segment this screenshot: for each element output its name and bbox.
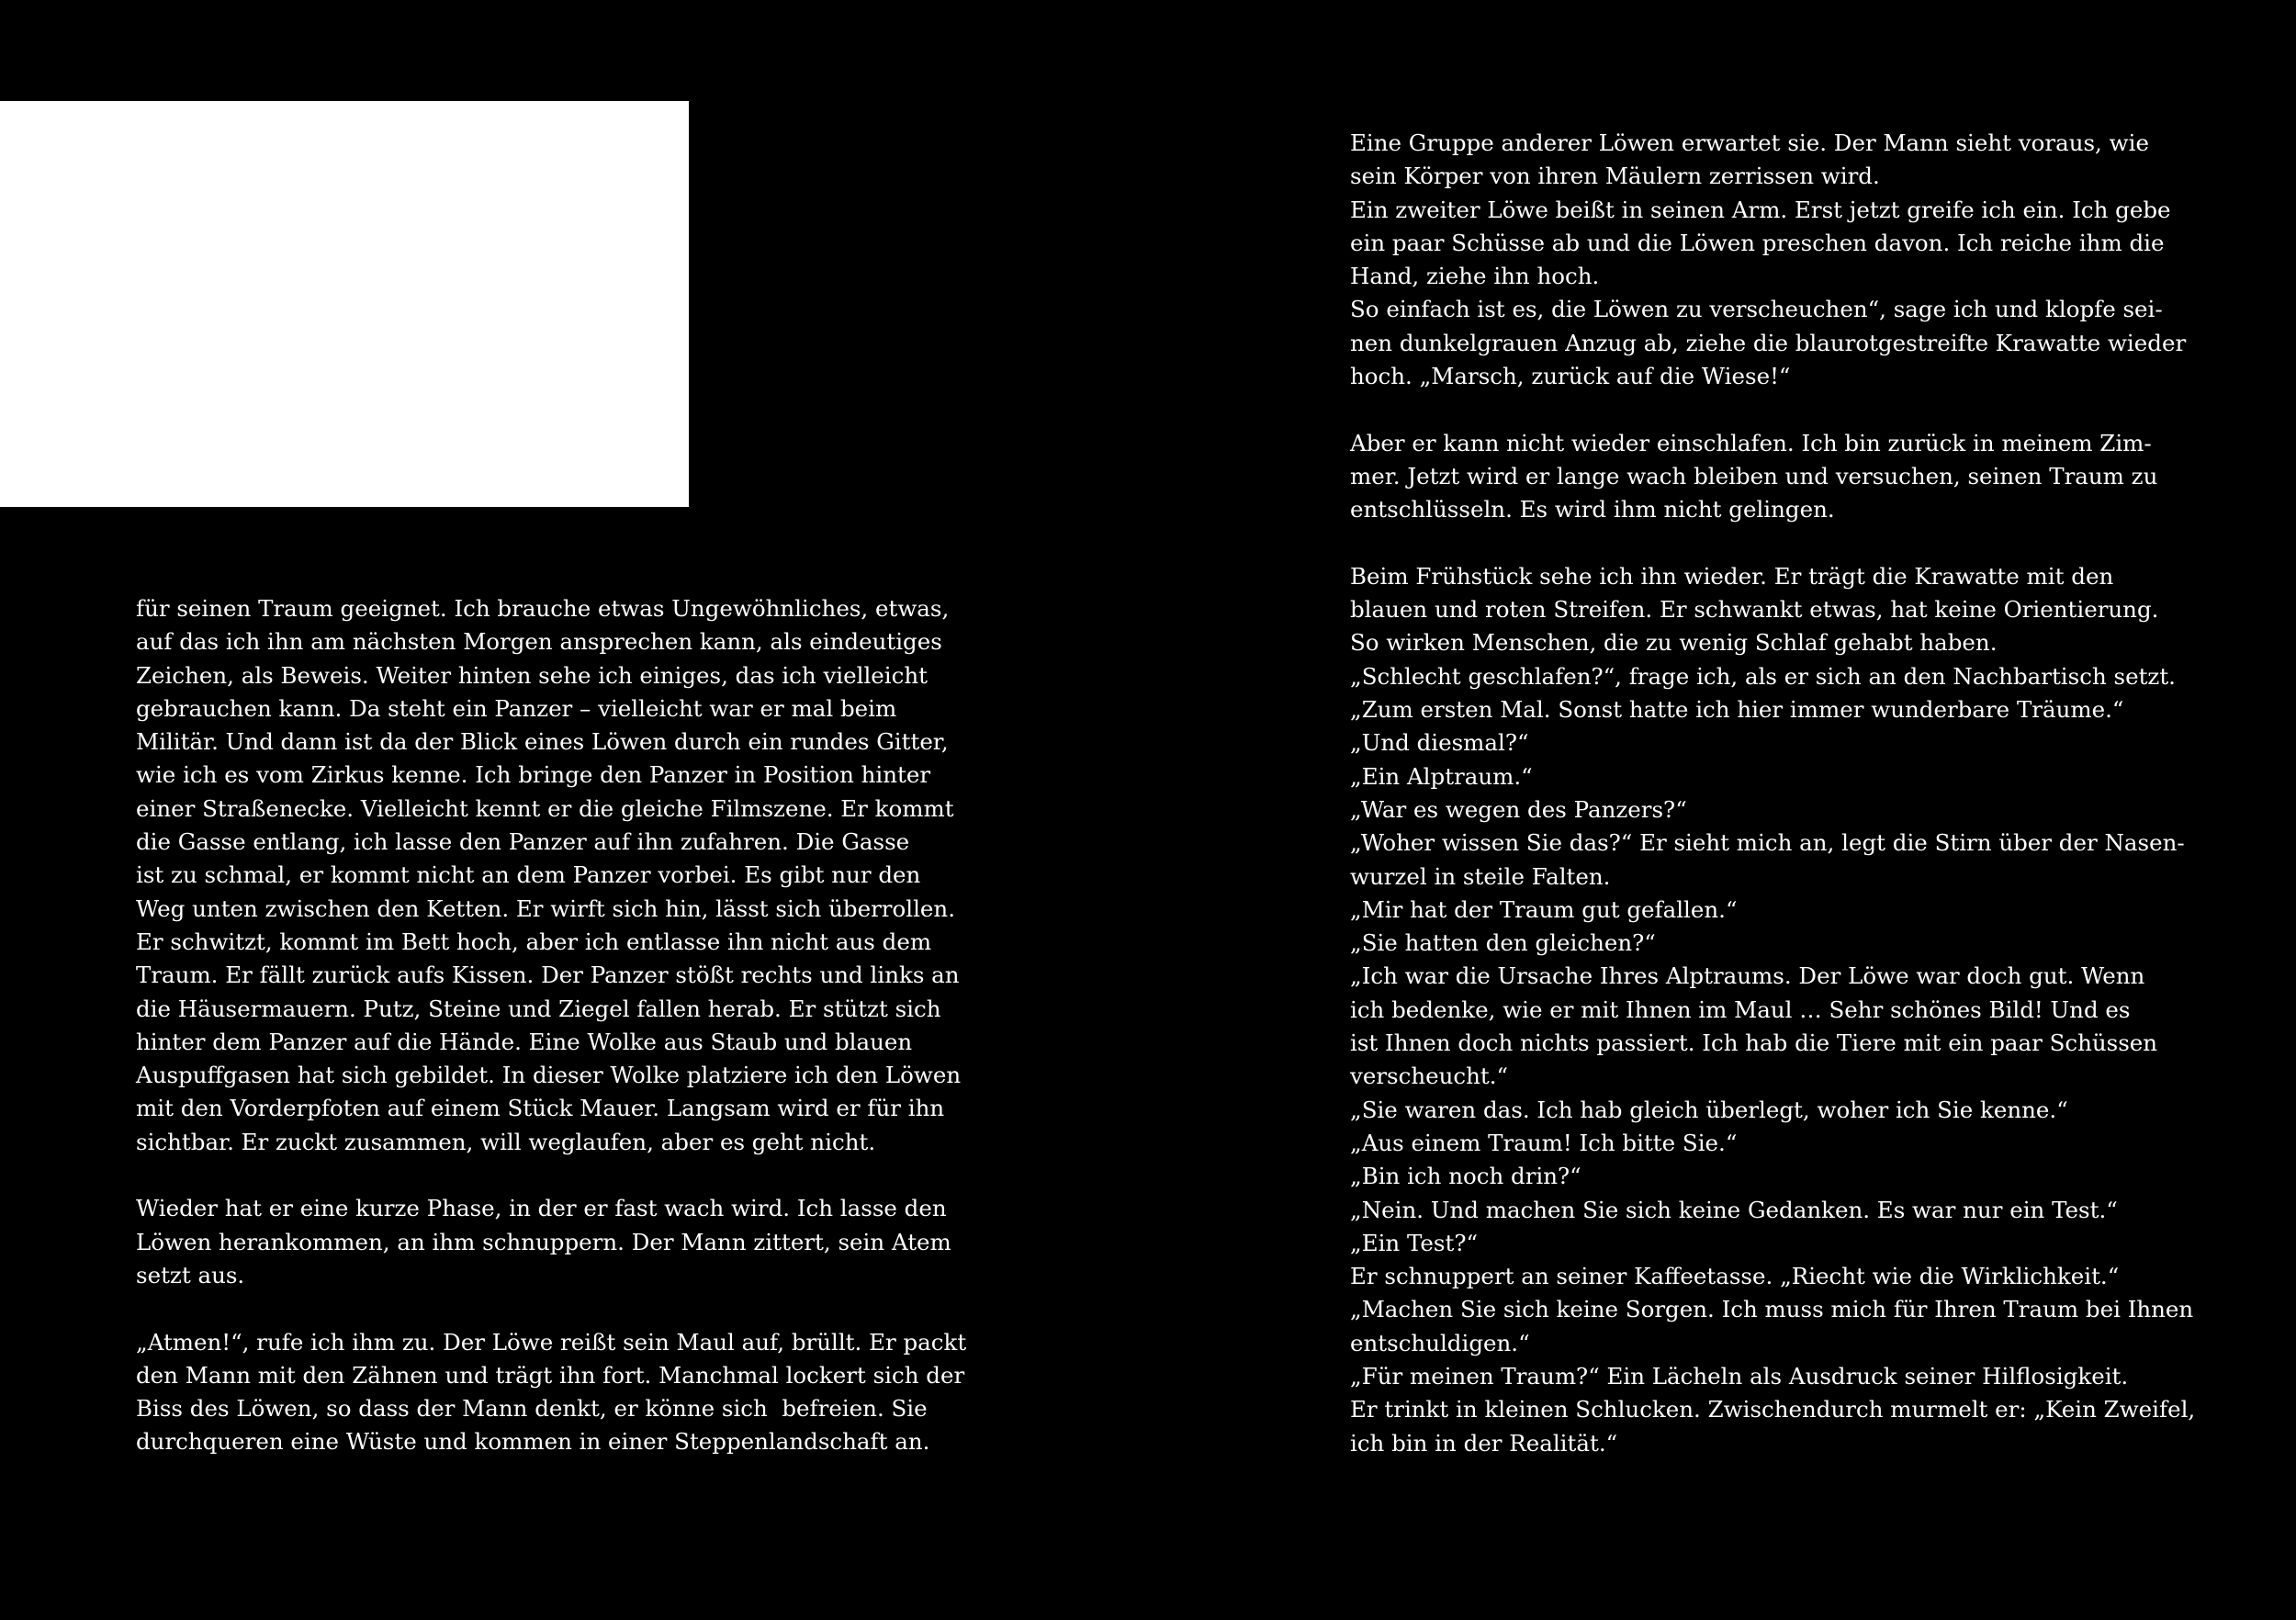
right-page-text	[1350, 127, 2196, 1460]
text-line: „Woher wissen Sie das?“ Er sieht mich an, legt die Stirn über der Nasen-	[1350, 829, 2185, 857]
text-line: wurzel in steile Falten.	[1350, 862, 1611, 890]
text-line: für seinen Traum geeignet. Ich brauche etwas Ungewöhnliches, etwas,	[136, 595, 950, 622]
text-line: Aber er kann nicht wieder einschlafen. Ich bin zurück in meinem Zim-	[1350, 429, 2152, 456]
text-line: ist Ihnen doch nichts passiert. Ich hab die Tiere mit ein paar Schüssen	[1350, 1029, 2158, 1057]
text-line: „Machen Sie sich keine Sorgen. Ich muss mich für Ihren Traum bei Ihnen	[1350, 1296, 2194, 1323]
text-line: „Sie hatten den gleichen?“	[1350, 929, 1656, 957]
text-line: ich bin in der Realität.“	[1350, 1429, 1618, 1457]
text-line: wie ich es vom Zirkus kenne. Ich bringe den Panzer in Position hinter	[136, 761, 931, 789]
text-line: einer Straßenecke. Vielleicht kennt er die gleiche Filmszene. Er kommt	[136, 794, 954, 822]
text-line: „War es wegen des Panzers?“	[1350, 795, 1687, 823]
image-placeholder	[0, 101, 689, 507]
text-line: „Mir hat der Traum gut gefallen.“	[1350, 895, 1738, 923]
text-line: Eine Gruppe anderer Löwen erwartet sie. Der Mann sieht voraus, wie	[1350, 129, 2149, 156]
text-line: hoch. „Marsch, zurück auf die Wiese!“	[1350, 363, 1791, 390]
text-line: auf das ich ihn am nächsten Morgen ansprechen kann, als eindeutiges	[136, 628, 942, 656]
text-line: sein Körper von ihren Mäulern zerrissen wird.	[1350, 163, 1880, 190]
text-line: „Bin ich noch drin?“	[1350, 1163, 1581, 1190]
text-line: „Für meinen Traum?“ Ein Lächeln als Ausdruck seiner Hilflosigkeit.	[1350, 1362, 2129, 1389]
text-line: die Gasse entlang, ich lasse den Panzer auf ihn zufahren. Die Gasse	[136, 828, 910, 856]
text-line: So einfach ist es, die Löwen zu verscheuchen“, sage ich und klopfe sei-	[1350, 296, 2163, 323]
text-line: „Sie waren das. Ich hab gleich überlegt, woher ich Sie kenne.“	[1350, 1096, 2068, 1123]
text-line: Auspuffgasen hat sich gebildet. In dieser Wolke platziere ich den Löwen	[136, 1062, 962, 1089]
text-line: „Zum ersten Mal. Sonst hatte ich hier immer wunderbare Träume.“	[1350, 696, 2124, 724]
text-line: durchqueren eine Wüste und kommen in einer Steppenlandschaft an.	[136, 1428, 930, 1456]
text-line: entschuldigen.“	[1350, 1329, 1530, 1356]
text-line: die Häusermauern. Putz, Steine und Ziegel fallen herab. Er stützt sich	[136, 995, 941, 1022]
text-line: „Ich war die Ursache Ihres Alptraums. Der Löwe war doch gut. Wenn	[1350, 962, 2145, 990]
text-line: ist zu schmal, er kommt nicht an dem Panzer vorbei. Es gibt nur den	[136, 861, 921, 889]
text-line: hinter dem Panzer auf die Hände. Eine Wolke aus Staub und blauen	[136, 1028, 913, 1055]
text-line: Er schnuppert an seiner Kaffeetasse. „Riecht wie die Wirklichkeit.“	[1350, 1263, 2120, 1290]
text-line: gebrauchen kann. Da steht ein Panzer – vielleicht war er mal beim	[136, 694, 897, 722]
text-line: Beim Frühstück sehe ich ihn wieder. Er trägt die Krawatte mit den	[1350, 562, 2114, 590]
text-line: mit den Vorderpfoten auf einem Stück Mauer. Langsam wird er für ihn	[136, 1095, 945, 1122]
text-line: Löwen herankommen, an ihm schnuppern. Der Mann zittert, sein Atem	[136, 1228, 951, 1255]
text-line: „Nein. Und machen Sie sich keine Gedanken. Es war nur ein Test.“	[1350, 1196, 2118, 1223]
text-line: Biss des Löwen, so dass der Mann denkt, er könne sich befreien. Sie	[136, 1395, 928, 1423]
text-line: Zeichen, als Beweis. Weiter hinten sehe ich einiges, das ich vielleicht	[136, 661, 928, 689]
text-line: entschlüsseln. Es wird ihm nicht gelingen.	[1350, 496, 1835, 523]
text-line: nen dunkelgrauen Anzug ab, ziehe die blaurotgestreifte Krawatte wieder	[1350, 329, 2187, 356]
text-line: sichtbar. Er zuckt zusammen, will weglaufen, aber es geht nicht.	[136, 1128, 876, 1155]
text-line: setzt aus.	[136, 1261, 245, 1288]
paragraph-gap	[136, 1292, 944, 1325]
text-line: Er schwitzt, kommt im Bett hoch, aber ich entlasse ihn nicht aus dem	[136, 928, 932, 955]
text-line: „Schlecht geschlafen?“, frage ich, als er sich an den Nachbartisch setzt.	[1350, 662, 2176, 690]
text-line: Weg unten zwischen den Ketten. Er wirft sich hin, lässt sich überrollen.	[136, 894, 955, 922]
text-line: „Aus einem Traum! Ich bitte Sie.“	[1350, 1129, 1738, 1156]
text-line: So wirken Menschen, die zu wenig Schlaf gehabt haben.	[1350, 629, 1998, 657]
text-line: den Mann mit den Zähnen und trägt ihn fort. Manchmal lockert sich der	[136, 1361, 965, 1389]
text-line: ich bedenke, wie er mit Ihnen im Maul … Sehr schönes Bild! Und es	[1350, 996, 2131, 1023]
paragraph-gap	[136, 1159, 944, 1192]
text-line: Hand, ziehe ihn hoch.	[1350, 263, 1600, 290]
text-line: „Und diesmal?“	[1350, 729, 1529, 757]
left-page-text	[136, 592, 967, 1459]
text-line: ein paar Schüsse ab und die Löwen preschen davon. Ich reiche ihm die	[1350, 229, 2165, 256]
text-line: „Atmen!“, rufe ich ihm zu. Der Löwe reißt sein Maul auf, brüllt. Er packt	[136, 1328, 967, 1356]
text-line: verscheucht.“	[1350, 1063, 1509, 1090]
text-line: Er trinkt in kleinen Schlucken. Zwischendurch murmelt er: „Kein Zweifel,	[1350, 1396, 2196, 1423]
text-line: Ein zweiter Löwe beißt in seinen Arm. Erst jetzt greife ich ein. Ich gebe	[1350, 196, 2171, 223]
paragraph-gap	[1350, 393, 2177, 426]
text-line: Traum. Er fällt zurück aufs Kissen. Der Panzer stößt rechts und links an	[136, 962, 960, 989]
text-line: Wieder hat er eine kurze Phase, in der er fast wach wird. Ich lasse den	[136, 1195, 947, 1222]
text-line: mer. Jetzt wird er lange wach bleiben und versuchen, seinen Traum zu	[1350, 462, 2158, 489]
text-line: „Ein Alptraum.“	[1350, 762, 1533, 790]
text-line: „Ein Test?“	[1350, 1229, 1478, 1256]
text-line: blauen und roten Streifen. Er schwankt etwas, hat keine Orientierung.	[1350, 596, 2159, 624]
paragraph-gap	[1350, 527, 2177, 560]
text-line: Militär. Und dann ist da der Blick eines Löwen durch ein rundes Gitter,	[136, 728, 949, 756]
